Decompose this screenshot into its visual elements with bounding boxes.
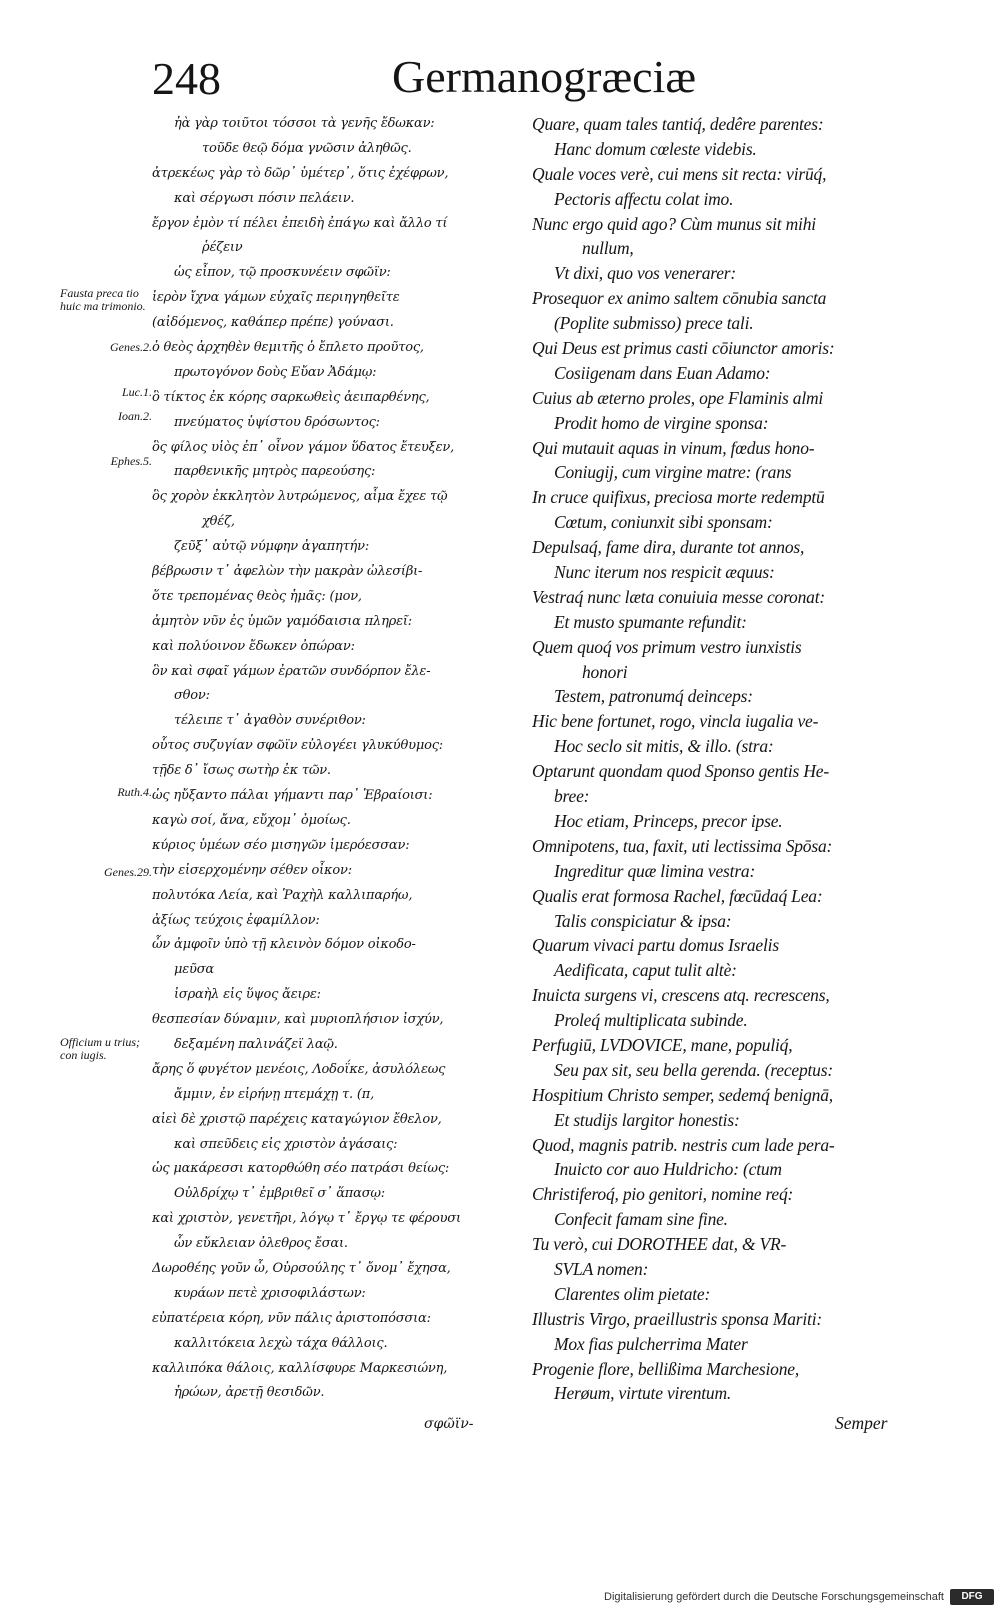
latin-line: Testem, patronumq́ deinceps: [554, 686, 753, 707]
greek-line: Οὐλδρίχῳ τ᾽ ἐμβριθεῖ σ᾽ ἅπασῳ: [174, 1186, 385, 1202]
latin-line: Tu verò, cui DOROTHEE dat, & VR- [532, 1234, 787, 1255]
latin-line: Quare, quam tales tantiq́, dedêre parentes: [532, 114, 824, 134]
latin-line: Prosequor ex animo saltem cōnubia sancta [532, 288, 827, 309]
latin-line: Ingreditur quæ limina vestra: [554, 860, 756, 881]
greek-line: ἀμητὸν νῦν ἐς ὑμῶν γαμόδαισια πληρεῖ: [152, 613, 412, 629]
latin-line: Hoc seclo sit mitis, & illo. (stra: [554, 736, 774, 757]
greek-line: ὧν ἀμφοῖν ὑπὸ τῇ κλεινὸν δόμον οἰκοδο- [152, 937, 416, 953]
latin-line: Hoc etiam, Princeps, precor ipse. [554, 810, 783, 831]
latin-line: Quarum vivaci partu domus Israelis [532, 935, 779, 956]
greek-line: ἠὰ γὰρ τοιῦτοι τόσσοι τὰ γενῆς ἔδωκαν: [174, 116, 435, 131]
greek-line: ἱερὸν ἴχνα γάμων εὐχαῖς περιηγηθεῖτε [152, 290, 400, 306]
latin-line: Christiferoq́, pio genitori, nomine req́: [532, 1184, 794, 1205]
latin-line: Proleq́ multiplicata subinde. [554, 1010, 748, 1031]
latin-line: In cruce quifixus, preciosa morte redemptū [532, 487, 825, 508]
latin-line: Vt dixi, quo vos venerarer: [554, 263, 737, 284]
greek-line: ἀξίως τεύχοις ἐφαμίλλον: [152, 912, 320, 928]
latin-line: Cuius ab æterno proles, ope Flaminis almi [532, 387, 824, 408]
greek-line: καὶ πολύοινον ἔδωκεν ὀπώραν: [152, 638, 355, 654]
dfg-logo: DFG [950, 1589, 994, 1605]
footer [0, 1586, 1000, 1610]
latin-line: Cosiigenam dans Euan Adamo: [554, 362, 771, 383]
greek-line: ὅτε τρεπομένας θεὸς ἡμᾶς: (μον, [152, 588, 362, 604]
latin-line: Seu pax sit, seu bella gerenda. (receptus: [554, 1059, 833, 1080]
greek-line: αἰεὶ δὲ χριστῷ παρέχεις καταγώγιον ἔθελον, [152, 1111, 442, 1127]
greek-line: ὁ θεὸς ἀρχηθὲν θεμιτῆς ὁ ἔπλετο προῦτος, [152, 340, 424, 356]
greek-line: καὶ σέργωσι πόσιν πελάειν. [174, 190, 355, 206]
greek-line: σθον: [174, 688, 210, 704]
greek-line: καλλιπόκα θάλοις, καλλίσφυρε Μαρκεσιώνη, [152, 1360, 448, 1376]
greek-line: ὃς χορὸν ἐκκλητὸν λυτρώμενος, αἷμα ἔχεε τῷ [152, 489, 448, 505]
greek-line: καγὼ σοί, ἄνα, εὔχομ᾽ ὁμοίως. [152, 812, 351, 828]
latin-line: Nunc ergo quid ago? Cùm munus sit mihi [532, 213, 816, 234]
greek-line: ὧν εὔκλειαν ὀλεθρος ἔσαι. [174, 1236, 348, 1252]
greek-line: τῇδε δ᾽ ἴσως σωτὴρ ἐκ τῶν. [152, 763, 331, 779]
greek-line: τὴν εἰσερχομένην σέθεν οἶκον: [152, 862, 352, 878]
latin-line: Inuicto cor auo Huldricho: (ctum [554, 1159, 782, 1180]
latin-line: Omnipotens, tua, faxit, uti lectissima Spōsa: [532, 835, 833, 856]
greek-line: δεξαμένη παλινάζεϊ λαῷ. [174, 1036, 338, 1052]
latin-line: Et musto spumante refundit: [554, 611, 747, 632]
latin-line: honori [582, 661, 628, 682]
latin-line: Mox fias pulcherrima Mater [554, 1333, 748, 1354]
greek-line: ἡρώων, ἀρετῇ θεσιδῶν. [174, 1385, 325, 1401]
margin-note: Ruth.4. [117, 785, 152, 799]
latin-line: Nunc iterum nos respicit æquus: [554, 562, 775, 583]
latin-line: nullum, [582, 238, 634, 259]
footer-credit: Digitalisierung gefördert durch die Deutsche Forschungsgemeinschaft [604, 1591, 944, 1603]
greek-line: πνεύματος ὑψίστου δρόσωντος: [174, 414, 380, 430]
greek-line: καὶ σπεῦδεις εἰς χριστὸν ἀγάσαις: [174, 1136, 398, 1152]
latin-line: Vestraq́ nunc læta conuiuia messe coronat: [532, 586, 825, 607]
latin-line: Quem quoq́ vos primum vestro iunxistis [532, 636, 802, 657]
greek-line: τέλειπε τ᾽ ἀγαθὸν συνέριθον: [174, 713, 366, 729]
greek-line: καὶ χριστὸν, γενετῆρι, λόγῳ τ᾽ ἔργῳ τε φέρουσι [152, 1211, 461, 1227]
greek-line: ὡς ηὔξαντο πάλαι γήμαντι παρ᾽ Ἐβραίοισι: [152, 788, 433, 804]
greek-line: ὡς μακάρεσσι κατορθώθη σέο πατράσι θείως: [152, 1161, 450, 1177]
latin-line: Hic bene fortunet, rogo, vincla iugalia ve- [532, 711, 819, 732]
latin-line: Talis conspiciatur & ipsa: [554, 910, 732, 931]
latin-line: Inuicta surgens vi, crescens atq. recrescens, [532, 985, 830, 1006]
latin-line: SVLA nomen: [554, 1258, 649, 1279]
running-title: Germanogræciæ [392, 51, 697, 102]
greek-line: ῥέζειν [202, 240, 243, 256]
greek-line: ἰσραὴλ εἰς ὕψος ἄειρε: [174, 987, 321, 1003]
latin-line: Quale voces verè, cui mens sit recta: virūq́, [532, 163, 827, 184]
latin-line: Optarunt quondam quod Sponso gentis He- [532, 761, 829, 782]
latin-line: Clarentes olim pietate: [554, 1283, 711, 1304]
latin-line: Cœtum, coniunxit sibi sponsam: [554, 512, 773, 533]
greek-line: καλλιτόκεια λεχὼ τάχα θάλλοις. [174, 1335, 388, 1351]
greek-catchword: σφῶϊν- [424, 1416, 474, 1432]
greek-line: ἀτρεκέως γὰρ τὸ δῶρ᾽ ὑμέτερ᾽, ὅτις ἐχέφρων, [152, 165, 449, 181]
margin-note: Genes.2. [110, 340, 152, 354]
greek-line: ἄμμιν, ἐν εἰρήνῃ πτεμάχῃ τ. (π, [174, 1086, 375, 1102]
latin-line: Quod, magnis patrib. nestris cum lade pera- [532, 1134, 835, 1155]
greek-line: Δωροθέης γοῦν ὧ, Οὐρσούλης τ᾽ ὄνομ᾽ ἔχησα, [152, 1260, 451, 1276]
greek-line: (αἰδόμενος, καθάπερ πρέπε) γούνασι. [152, 315, 394, 331]
margin-note: Officium u trius; con iugis. [60, 1035, 140, 1062]
latin-line: Coniugij, cum virgine matre: (rans [554, 462, 792, 483]
greek-text-column [152, 112, 524, 1406]
latin-line: Aedificata, caput tulit altè: [554, 960, 737, 981]
greek-line: χθέζ, [202, 514, 235, 530]
latin-line: Qui Deus est primus casti cōiunctor amoris: [532, 338, 835, 359]
greek-line: πολυτόκα Λεία, καὶ Ῥαχὴλ καλλιπαρήω, [152, 887, 413, 903]
greek-line: θεσπεσίαν δύναμιν, καὶ μυριοπλήσιον ἰσχύν, [152, 1012, 444, 1028]
greek-line: παρθενικῆς μητρὸς παρεούσης: [174, 464, 376, 480]
greek-line: τοῦδε θεῷ δόμα γνῶσιν ἀληθῶς. [202, 140, 412, 156]
margin-note: Ephes.5. [110, 454, 152, 468]
latin-line: Qui mutauit aquas in vinum, fœdus hono- [532, 437, 815, 458]
greek-line: ὡς εἶπον, τῷ προσκυνέειν σφῶϊν: [174, 265, 391, 281]
greek-line: οὗτος συζυγίαν σφῶϊν εὐλογέει γλυκύθυμος: [152, 738, 443, 754]
latin-line: Hanc domum cœleste videbis. [554, 138, 757, 159]
latin-line: Perfugiū, LVDOVICE, mane, populiq́, [532, 1034, 793, 1055]
greek-line: εὐπατέρεια κόρη, νῦν πάλις ἀριστοπόσσια: [152, 1310, 431, 1326]
latin-line: Prodit homo de virgine sponsa: [554, 412, 769, 433]
latin-line: bree: [554, 786, 590, 807]
greek-line: ἄρης ὅ φυγέτον μενέοις, Λοδοΐκε, ἀσυλόλεως [152, 1061, 446, 1077]
latin-line: (Poplite submisso) prece tali. [554, 313, 754, 334]
page-number: 248 [152, 53, 221, 104]
greek-line: ὃς φίλος υἱὸς ἐπ᾽ οἶνον γάμον ὕδατος ἔτευξεν, [152, 439, 455, 455]
latin-line: Herøum, virtute virentum. [554, 1383, 732, 1404]
latin-text-column [532, 112, 902, 1406]
latin-line: Depulsaq́, fame dira, durante tot annos, [532, 537, 805, 558]
latin-line: Progenie flore, bellißima Marchesione, [532, 1358, 799, 1379]
latin-line: Qualis erat formosa Rachel, fœcūdaq́ Lea: [532, 885, 823, 906]
latin-line: Hospitium Christo semper, sedemq́ benignā, [532, 1084, 833, 1105]
latin-line: Et studijs largitor honestis: [554, 1109, 740, 1130]
greek-line: ἔργον ἐμὸν τί πέλει ἐπειδὴ ἐπάγω καὶ ἄλλο τί [152, 215, 448, 231]
greek-line: βέβρωσιν τ᾽ ἀφελὼν τὴν μακρὰν ὠλεσίβι- [152, 564, 423, 580]
margin-note: Ioan.2. [118, 409, 152, 423]
latin-line: Illustris Virgo, praeillustris sponsa Mariti: [532, 1308, 822, 1329]
latin-line: Pectoris affectu colat imo. [554, 188, 734, 209]
greek-line: μεῦσα [174, 962, 214, 978]
greek-line: ὃν καὶ σφαῖ γάμων ἐρατῶν συνδόρπον ἔλε- [152, 663, 431, 679]
greek-line: κύριος ὑμέων σέο μισηγῶν ἱμερόεσσαν: [152, 837, 410, 853]
margin-note: Fausta preca tio huic ma trimonio. [60, 286, 146, 313]
latin-line: Confecit famam sine fine. [554, 1209, 728, 1230]
greek-line: ὃ τίκτος ἐκ κόρης σαρκωθεὶς ἀειπαρθένης, [152, 389, 430, 405]
greek-line: πρωτογόνον δοὺς Εὔαν Ἀδάμῳ: [174, 364, 377, 380]
greek-line: ζεῦξ᾽ αὐτῷ νύμφην ἀγαπητήν: [174, 539, 370, 555]
margin-note: Genes.29. [104, 865, 152, 879]
greek-line: κυράων πετὲ χρισοφιλάστων: [174, 1285, 366, 1301]
margin-note: Luc.1. [122, 385, 152, 399]
margin-notes-column [60, 0, 152, 1610]
latin-catchword: Semper [835, 1413, 888, 1433]
